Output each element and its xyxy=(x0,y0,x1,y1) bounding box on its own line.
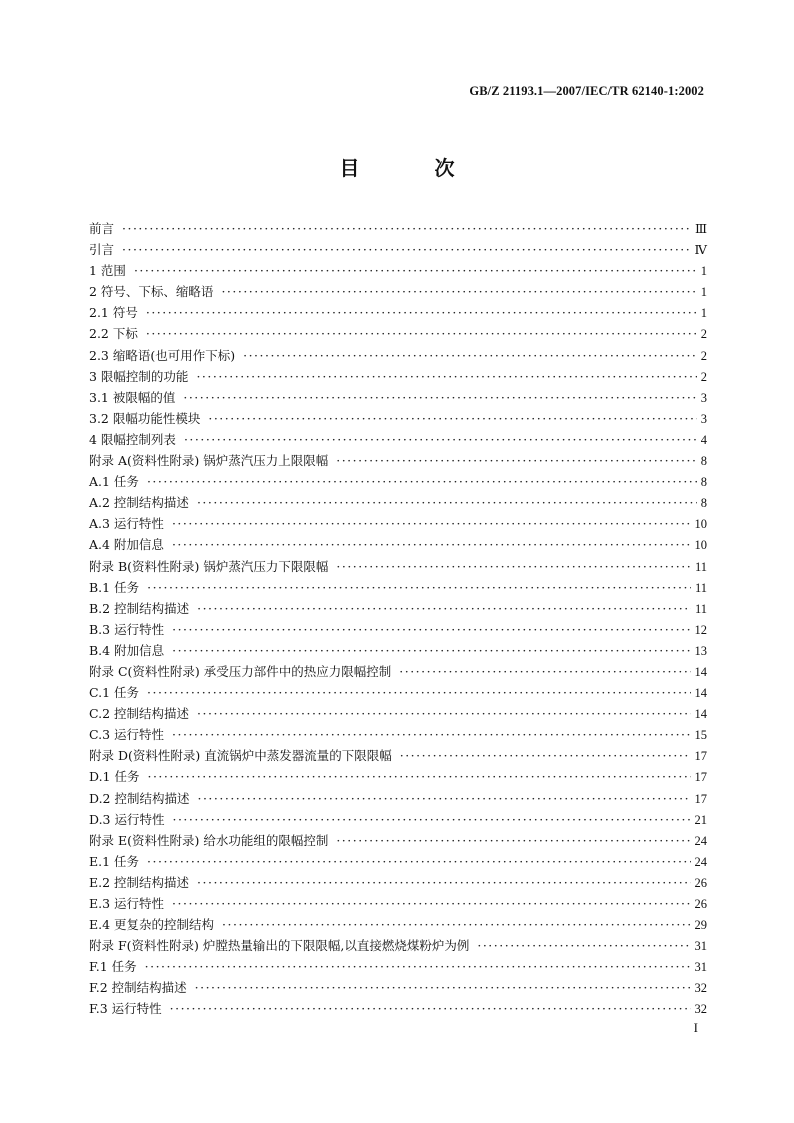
toc-entry[interactable] xyxy=(89,851,707,872)
toc-entry[interactable] xyxy=(89,218,707,239)
toc-entry[interactable] xyxy=(89,534,707,555)
toc-entry[interactable] xyxy=(89,408,707,429)
toc-entry[interactable] xyxy=(89,492,707,513)
toc-dot-leader xyxy=(222,914,690,935)
toc-entry-page: 4 xyxy=(700,432,707,447)
toc-entry-page: 11 xyxy=(694,559,707,574)
toc-entry-label: F.1 任务 xyxy=(89,959,137,975)
toc-entry-label: 2.3 缩略语(也可用作下标) xyxy=(89,347,236,363)
toc-entry-label: F.3 运行特性 xyxy=(89,1001,162,1017)
toc-dot-leader xyxy=(147,682,690,703)
toc-entry-page: 3 xyxy=(700,390,707,405)
toc-entry[interactable] xyxy=(89,893,707,914)
toc-entry-page: 10 xyxy=(694,538,707,553)
toc-dot-leader xyxy=(197,598,691,619)
toc-entry-label: 附录 E(资料性附录) 给水功能组的限幅控制 xyxy=(89,832,329,848)
toc-dot-leader xyxy=(400,745,691,766)
toc-entry[interactable] xyxy=(89,556,707,577)
toc-entry[interactable] xyxy=(89,724,707,745)
toc-entry-page: 1 xyxy=(700,285,707,300)
toc-entry-page: 12 xyxy=(694,622,707,637)
toc-dot-leader xyxy=(336,556,691,577)
toc-dot-leader xyxy=(122,218,691,239)
toc-entry-page: 32 xyxy=(694,1002,707,1017)
toc-entry-page: 31 xyxy=(694,960,707,975)
toc-entry-page: 14 xyxy=(694,707,707,722)
toc-entry[interactable] xyxy=(89,872,707,893)
toc-entry-label: 附录 F(资料性附录) 炉膛热量输出的下限限幅,以直接燃烧煤粉炉为例 xyxy=(89,938,470,954)
toc-entry[interactable] xyxy=(89,366,707,387)
toc-dot-leader xyxy=(399,661,690,682)
toc-entry-label: 附录 D(资料性附录) 直流锅炉中蒸发器流量的下限限幅 xyxy=(89,748,392,764)
toc-entry[interactable] xyxy=(89,302,707,323)
toc-entry-page: 1 xyxy=(700,264,707,279)
toc-entry-label: B.2 控制结构描述 xyxy=(89,600,190,616)
toc-entry-page: Ⅲ xyxy=(694,222,707,236)
toc-entry[interactable] xyxy=(89,809,707,830)
toc-dot-leader xyxy=(134,260,697,281)
toc-entry-label: 前言 xyxy=(89,221,115,236)
toc-entry-page: 17 xyxy=(694,770,707,785)
toc-dot-leader xyxy=(195,977,691,998)
toc-entry[interactable] xyxy=(89,471,707,492)
toc-entry-label: C.1 任务 xyxy=(89,685,140,701)
toc-entry-label: D.3 运行特性 xyxy=(89,811,165,827)
toc-entry-label: E.3 运行特性 xyxy=(89,896,165,911)
standard-code: GB/Z 21193.1—2007/IEC/TR 62140-1:2002 xyxy=(469,84,704,98)
toc-entry[interactable] xyxy=(89,429,707,450)
toc-entry-page: 32 xyxy=(694,981,707,996)
toc-entry[interactable] xyxy=(89,640,707,661)
toc-dot-leader xyxy=(221,281,696,302)
toc-entry[interactable] xyxy=(89,450,707,471)
toc-entry-label: B.3 运行特性 xyxy=(89,621,165,637)
toc-entry-label: A.3 运行特性 xyxy=(89,516,164,532)
toc-dot-leader xyxy=(477,935,690,956)
toc-dot-leader xyxy=(172,513,691,534)
toc-entry-label: A.1 任务 xyxy=(89,474,139,490)
toc-entry-label: 2 符号、下标、缩略语 xyxy=(89,284,214,300)
toc-dot-leader xyxy=(243,345,697,366)
toc-entry-page: 8 xyxy=(700,496,707,511)
page-number: I xyxy=(693,1020,698,1035)
toc-entry[interactable] xyxy=(89,788,707,809)
toc-entry-label: B.1 任务 xyxy=(89,579,140,595)
toc-entry-label: 2.1 符号 xyxy=(89,305,138,321)
toc-entry[interactable] xyxy=(89,977,707,998)
toc-entry[interactable] xyxy=(89,513,707,534)
toc-entry-page: 26 xyxy=(694,875,707,890)
toc-entry-page: 21 xyxy=(694,812,707,827)
toc-entry-label: 3.2 限幅功能性模块 xyxy=(89,410,201,426)
toc-entry[interactable] xyxy=(89,766,707,787)
toc-entry-label: 3 限幅控制的功能 xyxy=(89,368,189,384)
toc-entry-page: 8 xyxy=(700,475,707,490)
toc-dot-leader xyxy=(147,471,697,492)
toc-dot-leader xyxy=(184,429,697,450)
toc-entry-page: 8 xyxy=(700,454,707,469)
toc-entry-label: A.2 控制结构描述 xyxy=(89,495,189,511)
toc-entry[interactable] xyxy=(89,619,707,640)
toc-dot-leader xyxy=(146,323,697,344)
toc-entry-label: 3.1 被限幅的值 xyxy=(89,389,176,405)
toc-dot-leader xyxy=(197,703,690,724)
toc-dot-leader xyxy=(208,408,696,429)
toc-entry-label: E.1 任务 xyxy=(89,853,140,869)
toc-dot-leader xyxy=(170,998,691,1019)
toc-entry-label: F.2 控制结构描述 xyxy=(89,980,187,996)
toc-entry[interactable] xyxy=(89,281,707,302)
toc-dot-leader xyxy=(197,788,690,809)
toc-entry-label: C.3 运行特性 xyxy=(89,727,165,743)
toc-dot-leader xyxy=(336,830,690,851)
toc-entry-page: 2 xyxy=(700,327,707,342)
toc-dot-leader xyxy=(172,619,690,640)
toc-dot-leader xyxy=(172,640,690,661)
toc-entry-label: 引言 xyxy=(89,242,115,258)
toc-dot-leader xyxy=(172,534,691,555)
toc-entry-page: 14 xyxy=(694,664,707,679)
toc-entry[interactable] xyxy=(89,260,707,281)
toc-dot-leader xyxy=(122,239,690,260)
toc-entry-page: 24 xyxy=(694,833,707,848)
toc-entry-page: 15 xyxy=(694,728,707,743)
toc-entry-label: 附录 B(资料性附录) 锅炉蒸汽压力下限限幅 xyxy=(89,558,329,574)
toc-entry-label: 1 范围 xyxy=(89,263,126,279)
toc-entry-label: D.2 控制结构描述 xyxy=(89,790,190,806)
toc-entry[interactable] xyxy=(89,745,707,766)
toc-entry-label: 2.2 下标 xyxy=(89,326,138,342)
toc-entry-label: E.2 控制结构描述 xyxy=(89,874,190,890)
toc-dot-leader xyxy=(197,492,697,513)
toc-entry[interactable] xyxy=(89,998,707,1019)
toc-entry-page: 11 xyxy=(694,580,707,595)
toc-entry-label: B.4 附加信息 xyxy=(89,642,165,658)
toc-dot-leader xyxy=(172,724,690,745)
toc-dot-leader xyxy=(196,366,696,387)
toc-dot-leader xyxy=(336,450,697,471)
toc-entry[interactable] xyxy=(89,935,707,956)
toc-entry-page: 3 xyxy=(700,411,707,426)
toc-entry-label: D.1 任务 xyxy=(89,769,140,785)
toc-entry-page: 24 xyxy=(694,854,707,869)
toc-entry-page: 26 xyxy=(694,897,707,911)
toc-entry[interactable] xyxy=(89,345,707,366)
toc-entry-page: 17 xyxy=(694,791,707,806)
table-of-contents xyxy=(89,218,707,1020)
toc-dot-leader xyxy=(145,956,691,977)
toc-entry[interactable] xyxy=(89,914,707,935)
toc-entry[interactable] xyxy=(89,323,707,344)
toc-entry[interactable] xyxy=(89,682,707,703)
toc-entry-label: E.4 更复杂的控制结构 xyxy=(89,917,215,933)
toc-dot-leader xyxy=(172,893,690,914)
page-title: 目 次 xyxy=(339,156,489,180)
toc-entry-page: 11 xyxy=(694,601,707,616)
toc-entry-page: 29 xyxy=(694,918,707,933)
toc-entry-page: 31 xyxy=(694,939,707,954)
toc-entry[interactable] xyxy=(89,598,707,619)
toc-dot-leader xyxy=(147,851,690,872)
toc-entry-page: Ⅳ xyxy=(694,243,707,258)
toc-dot-leader xyxy=(197,872,690,893)
toc-entry[interactable] xyxy=(89,239,707,260)
toc-entry-page: 13 xyxy=(694,643,707,658)
toc-entry-label: 附录 A(资料性附录) 锅炉蒸汽压力上限限幅 xyxy=(89,453,329,469)
toc-dot-leader xyxy=(147,577,691,598)
toc-entry[interactable] xyxy=(89,703,707,724)
toc-entry[interactable] xyxy=(89,956,707,977)
toc-entry[interactable] xyxy=(89,577,707,598)
toc-entry-page: 10 xyxy=(694,517,707,532)
toc-entry-page: 2 xyxy=(700,369,707,384)
toc-entry-page: 17 xyxy=(694,749,707,764)
toc-entry-label: A.4 附加信息 xyxy=(89,537,164,553)
toc-dot-leader xyxy=(183,387,696,408)
toc-entry-label: C.2 控制结构描述 xyxy=(89,706,190,722)
toc-entry[interactable] xyxy=(89,387,707,408)
toc-entry-label: 附录 C(资料性附录) 承受压力部件中的热应力限幅控制 xyxy=(89,663,392,679)
toc-entry-page: 2 xyxy=(700,348,707,363)
toc-dot-leader xyxy=(147,766,690,787)
toc-entry[interactable] xyxy=(89,661,707,682)
toc-entry-label: 4 限幅控制列表 xyxy=(89,431,176,447)
toc-entry[interactable] xyxy=(89,830,707,851)
toc-dot-leader xyxy=(146,302,697,323)
toc-entry-page: 1 xyxy=(700,306,707,321)
toc-dot-leader xyxy=(172,809,690,830)
toc-entry-page: 14 xyxy=(694,686,707,701)
